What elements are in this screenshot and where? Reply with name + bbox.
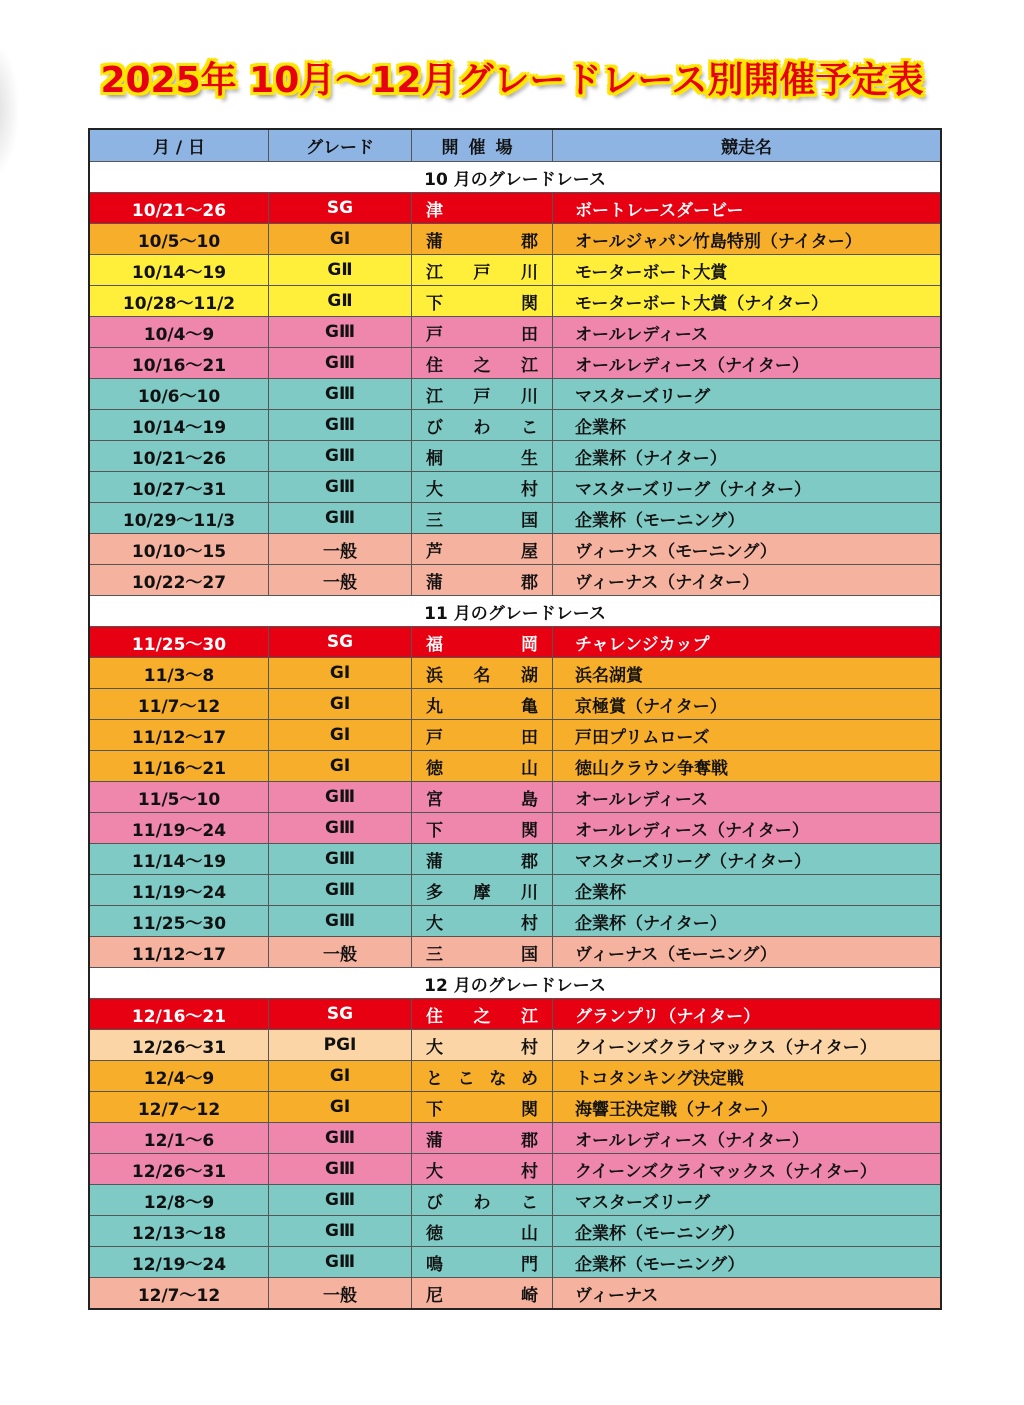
race-name-cell: チャレンジカップ	[553, 627, 942, 658]
grade-cell: GⅡ	[269, 255, 412, 286]
table-row	[89, 255, 941, 286]
race-name-cell: 徳山クラウン争奪戦	[553, 751, 942, 782]
grade-cell: SG	[269, 193, 412, 224]
table-row	[89, 1154, 941, 1185]
section-title: 12 月のグレードレース	[89, 968, 941, 999]
date-cell: 12/19～24	[89, 1247, 269, 1278]
table-row	[89, 782, 941, 813]
venue-cell: 福岡	[412, 627, 553, 658]
venue-cell: 宮島	[412, 782, 553, 813]
race-name-cell: グランプリ（ナイター）	[553, 999, 942, 1030]
date-cell: 10/27～31	[89, 472, 269, 503]
section-header-row	[89, 968, 941, 999]
date-cell: 10/21～26	[89, 441, 269, 472]
grade-cell: 一般	[269, 937, 412, 968]
date-cell: 11/12～17	[89, 937, 269, 968]
table-body	[89, 162, 941, 1310]
grade-cell: GⅠ	[269, 1092, 412, 1123]
table-row	[89, 1030, 941, 1061]
table-row	[89, 503, 941, 534]
venue-cell: 浜名湖	[412, 658, 553, 689]
race-name-cell: 企業杯（モーニング）	[553, 1247, 942, 1278]
table-row	[89, 379, 941, 410]
race-name-cell: 企業杯	[553, 875, 942, 906]
section-header-row	[89, 596, 941, 627]
race-name-cell: 京極賞（ナイター）	[553, 689, 942, 720]
race-name-cell: マスターズリーグ	[553, 379, 942, 410]
grade-cell: 一般	[269, 534, 412, 565]
race-name-cell: ヴィーナス（モーニング）	[553, 534, 942, 565]
date-cell: 10/6～10	[89, 379, 269, 410]
date-cell: 12/16～21	[89, 999, 269, 1030]
date-cell: 11/16～21	[89, 751, 269, 782]
table-row	[89, 1185, 941, 1216]
table-row	[89, 627, 941, 658]
venue-cell: 大村	[412, 472, 553, 503]
grade-cell: SG	[269, 999, 412, 1030]
date-cell: 10/21～26	[89, 193, 269, 224]
table-header	[89, 129, 941, 162]
table-row	[89, 1123, 941, 1154]
grade-cell: GⅠ	[269, 751, 412, 782]
section-header-row	[89, 162, 941, 193]
race-name-cell: ボートレースダービー	[553, 193, 942, 224]
date-cell: 10/5～10	[89, 224, 269, 255]
table-row	[89, 844, 941, 875]
race-name-cell: マスターズリーグ（ナイター）	[553, 844, 942, 875]
venue-cell: 三国	[412, 937, 553, 968]
venue-cell: 大村	[412, 1154, 553, 1185]
venue-cell: 津	[412, 193, 553, 224]
grade-cell: GⅠ	[269, 658, 412, 689]
table-row	[89, 813, 941, 844]
section-title: 10 月のグレードレース	[89, 162, 941, 193]
grade-cell: GⅢ	[269, 1216, 412, 1247]
race-name-cell: クイーンズクライマックス（ナイター）	[553, 1030, 942, 1061]
grade-cell: GⅢ	[269, 844, 412, 875]
race-name-cell: オールレディース（ナイター）	[553, 1123, 942, 1154]
date-cell: 12/26～31	[89, 1030, 269, 1061]
date-cell: 11/7～12	[89, 689, 269, 720]
date-cell: 11/5～10	[89, 782, 269, 813]
venue-cell: とこなめ	[412, 1061, 553, 1092]
grade-cell: GⅠ	[269, 224, 412, 255]
venue-cell: 戸田	[412, 720, 553, 751]
race-name-cell: 浜名湖賞	[553, 658, 942, 689]
date-cell: 10/29～11/3	[89, 503, 269, 534]
header-venue: 開催場	[412, 129, 553, 162]
table-row	[89, 689, 941, 720]
venue-cell: びわこ	[412, 1185, 553, 1216]
date-cell: 10/14～19	[89, 255, 269, 286]
venue-cell: 徳山	[412, 751, 553, 782]
venue-cell: 多摩川	[412, 875, 553, 906]
section-title: 11 月のグレードレース	[89, 596, 941, 627]
grade-cell: GⅡ	[269, 286, 412, 317]
venue-cell: 戸田	[412, 317, 553, 348]
race-name-cell: クイーンズクライマックス（ナイター）	[553, 1154, 942, 1185]
race-name-cell: オールレディース	[553, 782, 942, 813]
table-row	[89, 1247, 941, 1278]
venue-cell: 下関	[412, 1092, 553, 1123]
venue-cell: 桐生	[412, 441, 553, 472]
race-name-cell: 企業杯（モーニング）	[553, 503, 942, 534]
venue-cell: 尼崎	[412, 1278, 553, 1310]
date-cell: 12/1～6	[89, 1123, 269, 1154]
grade-cell: SG	[269, 627, 412, 658]
table-row	[89, 1216, 941, 1247]
grade-cell: 一般	[269, 1278, 412, 1310]
header-grade: グレード	[269, 129, 412, 162]
grade-cell: GⅢ	[269, 410, 412, 441]
date-cell: 12/26～31	[89, 1154, 269, 1185]
race-name-cell: オールレディース	[553, 317, 942, 348]
race-name-cell: 企業杯（ナイター）	[553, 441, 942, 472]
venue-cell: 蒲郡	[412, 844, 553, 875]
grade-cell: GⅢ	[269, 348, 412, 379]
date-cell: 12/8～9	[89, 1185, 269, 1216]
header-date: 月 / 日	[89, 129, 269, 162]
race-name-cell: マスターズリーグ（ナイター）	[553, 472, 942, 503]
race-name-cell: モーターボート大賞	[553, 255, 942, 286]
venue-cell: 丸亀	[412, 689, 553, 720]
race-name-cell: トコタンキング決定戦	[553, 1061, 942, 1092]
date-cell: 11/19～24	[89, 875, 269, 906]
table-row	[89, 410, 941, 441]
grade-cell: GⅢ	[269, 782, 412, 813]
table-row	[89, 348, 941, 379]
date-cell: 12/13～18	[89, 1216, 269, 1247]
date-cell: 12/7～12	[89, 1092, 269, 1123]
venue-cell: 鳴門	[412, 1247, 553, 1278]
venue-cell: 下関	[412, 813, 553, 844]
grade-cell: GⅠ	[269, 720, 412, 751]
date-cell: 10/28～11/2	[89, 286, 269, 317]
date-cell: 12/4～9	[89, 1061, 269, 1092]
race-name-cell: マスターズリーグ	[553, 1185, 942, 1216]
race-name-cell: 海響王決定戦（ナイター）	[553, 1092, 942, 1123]
venue-cell: 蒲郡	[412, 565, 553, 596]
date-cell: 10/22～27	[89, 565, 269, 596]
grade-cell: GⅢ	[269, 906, 412, 937]
venue-cell: 芦屋	[412, 534, 553, 565]
date-cell: 11/19～24	[89, 813, 269, 844]
race-name-cell: オールレディース（ナイター）	[553, 348, 942, 379]
grade-cell: GⅢ	[269, 379, 412, 410]
venue-cell: 蒲郡	[412, 1123, 553, 1154]
venue-cell: 大村	[412, 906, 553, 937]
race-name-cell: オールレディース（ナイター）	[553, 813, 942, 844]
table-row	[89, 906, 941, 937]
grade-cell: GⅢ	[269, 813, 412, 844]
date-cell: 12/7～12	[89, 1278, 269, 1310]
date-cell: 10/10～15	[89, 534, 269, 565]
grade-cell: GⅢ	[269, 317, 412, 348]
grade-cell: 一般	[269, 565, 412, 596]
venue-cell: 下関	[412, 286, 553, 317]
grade-cell: GⅢ	[269, 441, 412, 472]
date-cell: 11/12～17	[89, 720, 269, 751]
table-row	[89, 193, 941, 224]
date-cell: 10/4～9	[89, 317, 269, 348]
table-row	[89, 286, 941, 317]
table-row	[89, 937, 941, 968]
race-name-cell: オールジャパン竹島特別（ナイター）	[553, 224, 942, 255]
grade-cell: GⅠ	[269, 1061, 412, 1092]
venue-cell: 徳山	[412, 1216, 553, 1247]
grade-cell: PGⅠ	[269, 1030, 412, 1061]
venue-cell: 三国	[412, 503, 553, 534]
table-row	[89, 534, 941, 565]
venue-cell: 大村	[412, 1030, 553, 1061]
table-row	[89, 1278, 941, 1310]
date-cell: 11/25～30	[89, 627, 269, 658]
grade-cell: GⅢ	[269, 1247, 412, 1278]
table-row	[89, 1092, 941, 1123]
table-row	[89, 658, 941, 689]
grade-cell: GⅢ	[269, 1154, 412, 1185]
venue-cell: 蒲郡	[412, 224, 553, 255]
grade-cell: GⅢ	[269, 503, 412, 534]
table-row	[89, 317, 941, 348]
table-row	[89, 720, 941, 751]
race-name-cell: 戸田プリムローズ	[553, 720, 942, 751]
race-name-cell: 企業杯	[553, 410, 942, 441]
table-row	[89, 751, 941, 782]
date-cell: 10/14～19	[89, 410, 269, 441]
grade-cell: GⅢ	[269, 472, 412, 503]
table-row	[89, 472, 941, 503]
race-name-cell: 企業杯（ナイター）	[553, 906, 942, 937]
venue-cell: 江戸川	[412, 379, 553, 410]
date-cell: 11/3～8	[89, 658, 269, 689]
grade-cell: GⅢ	[269, 875, 412, 906]
grade-cell: GⅢ	[269, 1123, 412, 1154]
table-row	[89, 999, 941, 1030]
race-name-cell: 企業杯（モーニング）	[553, 1216, 942, 1247]
race-name-cell: ヴィーナス	[553, 1278, 942, 1310]
table-row	[89, 224, 941, 255]
venue-cell: 住之江	[412, 999, 553, 1030]
race-name-cell: ヴィーナス（モーニング）	[553, 937, 942, 968]
table-row	[89, 875, 941, 906]
race-name-cell: ヴィーナス（ナイター）	[553, 565, 942, 596]
venue-cell: 住之江	[412, 348, 553, 379]
page-title: 2025年 10月～12月グレードレース別開催予定表	[100, 60, 924, 101]
venue-cell: びわこ	[412, 410, 553, 441]
table-row	[89, 565, 941, 596]
header-race: 競走名	[553, 129, 942, 162]
race-name-cell: モーターボート大賞（ナイター）	[553, 286, 942, 317]
schedule-table	[88, 128, 942, 1310]
venue-cell: 江戸川	[412, 255, 553, 286]
grade-cell: GⅢ	[269, 1185, 412, 1216]
table-row	[89, 1061, 941, 1092]
date-cell: 11/25～30	[89, 906, 269, 937]
date-cell: 10/16～21	[89, 348, 269, 379]
header-row	[89, 129, 941, 162]
grade-cell: GⅠ	[269, 689, 412, 720]
date-cell: 11/14～19	[89, 844, 269, 875]
table-row	[89, 441, 941, 472]
